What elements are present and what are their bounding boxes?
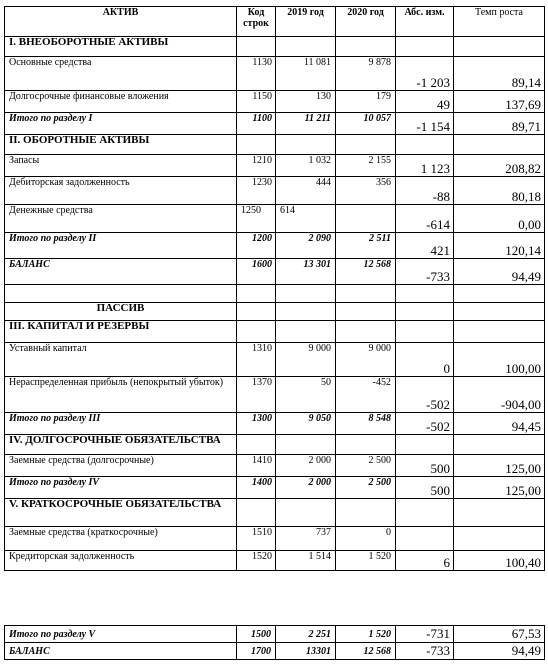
cell-abs: -733 bbox=[396, 643, 454, 660]
cell-name: Уставный капитал bbox=[5, 343, 237, 377]
cell-code bbox=[237, 135, 276, 155]
cell-rate: -904,00 bbox=[454, 377, 545, 413]
cell-y2019: 614 bbox=[276, 205, 336, 233]
cell-name: БАЛАНС bbox=[5, 259, 237, 285]
cell-abs: -1 154 bbox=[396, 113, 454, 135]
cell-rate: 67,53 bbox=[454, 626, 545, 643]
cell-name: Итого по разделу I bbox=[5, 113, 237, 135]
cell-y2020 bbox=[336, 285, 396, 303]
cell-name: Денежные средства bbox=[5, 205, 237, 233]
table-row bbox=[5, 233, 545, 259]
table-row bbox=[5, 499, 545, 527]
cell-y2019: 2 000 bbox=[276, 477, 336, 499]
cell-y2019: 9 050 bbox=[276, 413, 336, 435]
cell-y2020: 2 155 bbox=[336, 155, 396, 177]
cell-name bbox=[5, 285, 237, 303]
cell-abs bbox=[396, 499, 454, 527]
cell-rate: 0,00 bbox=[454, 205, 545, 233]
cell-name: II. ОБОРОТНЫЕ АКТИВЫ bbox=[5, 135, 237, 155]
cell-y2020: 2 500 bbox=[336, 455, 396, 477]
cell-rate: 80,18 bbox=[454, 177, 545, 205]
cell-rate: 89,14 bbox=[454, 57, 545, 91]
cell-abs bbox=[396, 37, 454, 57]
cell-y2020: 179 bbox=[336, 91, 396, 113]
cell-abs bbox=[396, 285, 454, 303]
cell-code: 1520 bbox=[237, 551, 276, 571]
cell-y2020: 12 568 bbox=[336, 643, 396, 660]
cell-y2020: 0 bbox=[336, 527, 396, 551]
cell-y2019: 1 032 bbox=[276, 155, 336, 177]
cell-y2020: 9 878 bbox=[336, 57, 396, 91]
table-row bbox=[5, 135, 545, 155]
cell-rate bbox=[454, 435, 545, 455]
cell-abs: 421 bbox=[396, 233, 454, 259]
cell-y2019 bbox=[276, 435, 336, 455]
cell-code bbox=[237, 37, 276, 57]
cell-y2020: 8 548 bbox=[336, 413, 396, 435]
table-row bbox=[5, 377, 545, 413]
table-row bbox=[5, 303, 545, 321]
cell-rate: 125,00 bbox=[454, 477, 545, 499]
table-row bbox=[5, 177, 545, 205]
table-row bbox=[5, 477, 545, 499]
cell-abs: -502 bbox=[396, 377, 454, 413]
header-2019: 2019 год bbox=[276, 7, 336, 37]
cell-name: Заемные средства (краткосрочные) bbox=[5, 527, 237, 551]
table-row bbox=[5, 413, 545, 435]
cell-name: Запасы bbox=[5, 155, 237, 177]
cell-name: Итого по разделу V bbox=[5, 626, 237, 643]
cell-y2019: 50 bbox=[276, 377, 336, 413]
cell-y2019: 737 bbox=[276, 527, 336, 551]
cell-y2019: 2 000 bbox=[276, 455, 336, 477]
cell-y2020: 356 bbox=[336, 177, 396, 205]
cell-code: 1200 bbox=[237, 233, 276, 259]
cell-y2019 bbox=[276, 285, 336, 303]
cell-abs: -88 bbox=[396, 177, 454, 205]
cell-code bbox=[237, 285, 276, 303]
table-row bbox=[5, 113, 545, 135]
table-row bbox=[5, 435, 545, 455]
cell-y2020 bbox=[336, 321, 396, 343]
cell-y2020: 2 511 bbox=[336, 233, 396, 259]
cell-code: 1250 bbox=[237, 205, 276, 233]
cell-abs: -1 203 bbox=[396, 57, 454, 91]
table-row bbox=[5, 343, 545, 377]
cell-y2019: 130 bbox=[276, 91, 336, 113]
cell-y2020: 9 000 bbox=[336, 343, 396, 377]
cell-code bbox=[237, 435, 276, 455]
table-row bbox=[5, 321, 545, 343]
cell-name: Итого по разделу IV bbox=[5, 477, 237, 499]
cell-abs bbox=[396, 135, 454, 155]
cell-abs: -733 bbox=[396, 259, 454, 285]
cell-y2019 bbox=[276, 303, 336, 321]
cell-y2019 bbox=[276, 499, 336, 527]
cell-code: 1500 bbox=[237, 626, 276, 643]
cell-y2019: 13 301 bbox=[276, 259, 336, 285]
cell-y2019: 2 090 bbox=[276, 233, 336, 259]
cell-abs bbox=[396, 435, 454, 455]
cell-code: 1370 bbox=[237, 377, 276, 413]
table-row bbox=[5, 643, 545, 660]
cell-abs: 49 bbox=[396, 91, 454, 113]
cell-y2020: 2 500 bbox=[336, 477, 396, 499]
cell-rate: 137,69 bbox=[454, 91, 545, 113]
table-row bbox=[5, 57, 545, 91]
cell-rate: 94,49 bbox=[454, 259, 545, 285]
cell-rate: 94,49 bbox=[454, 643, 545, 660]
cell-code: 1410 bbox=[237, 455, 276, 477]
table-row bbox=[5, 626, 545, 643]
cell-code: 1510 bbox=[237, 527, 276, 551]
cell-y2019: 1 514 bbox=[276, 551, 336, 571]
cell-y2020 bbox=[336, 435, 396, 455]
cell-rate: 94,45 bbox=[454, 413, 545, 435]
cell-abs bbox=[396, 321, 454, 343]
cell-rate bbox=[454, 37, 545, 57]
cell-y2020 bbox=[336, 37, 396, 57]
cell-y2020 bbox=[336, 499, 396, 527]
cell-y2019: 2 251 bbox=[276, 626, 336, 643]
cell-y2019 bbox=[276, 37, 336, 57]
table-row bbox=[5, 205, 545, 233]
cell-rate: 208,82 bbox=[454, 155, 545, 177]
cell-y2019: 11 211 bbox=[276, 113, 336, 135]
cell-y2020: 1 520 bbox=[336, 551, 396, 571]
table-row bbox=[5, 455, 545, 477]
cell-code: 1600 bbox=[237, 259, 276, 285]
cell-rate: 89,71 bbox=[454, 113, 545, 135]
cell-rate: 100,00 bbox=[454, 343, 545, 377]
cell-abs bbox=[396, 527, 454, 551]
table-row bbox=[5, 551, 545, 571]
cell-code bbox=[237, 321, 276, 343]
cell-name: ПАССИВ bbox=[5, 303, 237, 321]
cell-name: V. КРАТКОСРОЧНЫЕ ОБЯЗАТЕЛЬСТВА bbox=[5, 499, 237, 527]
cell-code: 1150 bbox=[237, 91, 276, 113]
cell-y2020: 10 057 bbox=[336, 113, 396, 135]
cell-code: 1310 bbox=[237, 343, 276, 377]
cell-y2019: 11 081 bbox=[276, 57, 336, 91]
cell-code: 1230 bbox=[237, 177, 276, 205]
header-code: Код строк bbox=[237, 7, 276, 37]
cell-rate bbox=[454, 321, 545, 343]
cell-rate: 125,00 bbox=[454, 455, 545, 477]
cell-abs: 0 bbox=[396, 343, 454, 377]
table-row bbox=[5, 527, 545, 551]
cell-y2019 bbox=[276, 135, 336, 155]
cell-y2019: 13301 bbox=[276, 643, 336, 660]
cell-abs bbox=[396, 303, 454, 321]
cell-name: Долгосрочные финансовые вложения bbox=[5, 91, 237, 113]
header-abs: Абс. изм. bbox=[396, 7, 454, 37]
cell-y2020: 12 568 bbox=[336, 259, 396, 285]
cell-code: 1300 bbox=[237, 413, 276, 435]
cell-y2020: -452 bbox=[336, 377, 396, 413]
cell-name: Итого по разделу III bbox=[5, 413, 237, 435]
cell-rate bbox=[454, 135, 545, 155]
table-row bbox=[5, 37, 545, 57]
header-name: АКТИВ bbox=[5, 7, 237, 37]
cell-name: Кредиторская задолженность bbox=[5, 551, 237, 571]
cell-rate bbox=[454, 527, 545, 551]
cell-y2020 bbox=[336, 205, 396, 233]
cell-y2020: 1 520 bbox=[336, 626, 396, 643]
cell-abs: 500 bbox=[396, 477, 454, 499]
table-row bbox=[5, 155, 545, 177]
cell-abs: -614 bbox=[396, 205, 454, 233]
cell-name: Основные средства bbox=[5, 57, 237, 91]
bottom-totals-table bbox=[4, 625, 545, 660]
cell-rate bbox=[454, 303, 545, 321]
cell-name: IV. ДОЛГОСРОЧНЫЕ ОБЯЗАТЕЛЬСТВА bbox=[5, 435, 237, 455]
header-2020: 2020 год bbox=[336, 7, 396, 37]
table-header-row bbox=[5, 7, 545, 37]
cell-code bbox=[237, 303, 276, 321]
cell-name: I. ВНЕОБОРОТНЫЕ АКТИВЫ bbox=[5, 37, 237, 57]
cell-rate: 120,14 bbox=[454, 233, 545, 259]
cell-rate: 100,40 bbox=[454, 551, 545, 571]
cell-rate bbox=[454, 499, 545, 527]
cell-code: 1700 bbox=[237, 643, 276, 660]
cell-code: 1400 bbox=[237, 477, 276, 499]
cell-abs: 1 123 bbox=[396, 155, 454, 177]
table-row bbox=[5, 259, 545, 285]
cell-code: 1130 bbox=[237, 57, 276, 91]
cell-y2020 bbox=[336, 303, 396, 321]
cell-abs: 500 bbox=[396, 455, 454, 477]
cell-code bbox=[237, 499, 276, 527]
cell-code: 1210 bbox=[237, 155, 276, 177]
cell-name: Дебиторская задолженность bbox=[5, 177, 237, 205]
cell-name: Заемные средства (долгосрочные) bbox=[5, 455, 237, 477]
header-rate: Темп роста bbox=[454, 7, 545, 37]
cell-abs: -731 bbox=[396, 626, 454, 643]
cell-name: III. КАПИТАЛ И РЕЗЕРВЫ bbox=[5, 321, 237, 343]
cell-name: БАЛАНС bbox=[5, 643, 237, 660]
cell-name: Нераспределенная прибыль (непокрытый убыток) bbox=[5, 377, 237, 413]
cell-y2019: 9 000 bbox=[276, 343, 336, 377]
cell-abs: 6 bbox=[396, 551, 454, 571]
cell-name: Итого по разделу II bbox=[5, 233, 237, 259]
table-row bbox=[5, 285, 545, 303]
balance-table bbox=[4, 6, 545, 571]
cell-y2020 bbox=[336, 135, 396, 155]
table-row bbox=[5, 91, 545, 113]
cell-y2019: 444 bbox=[276, 177, 336, 205]
cell-rate bbox=[454, 285, 545, 303]
cell-code: 1100 bbox=[237, 113, 276, 135]
cell-abs: -502 bbox=[396, 413, 454, 435]
cell-y2019 bbox=[276, 321, 336, 343]
